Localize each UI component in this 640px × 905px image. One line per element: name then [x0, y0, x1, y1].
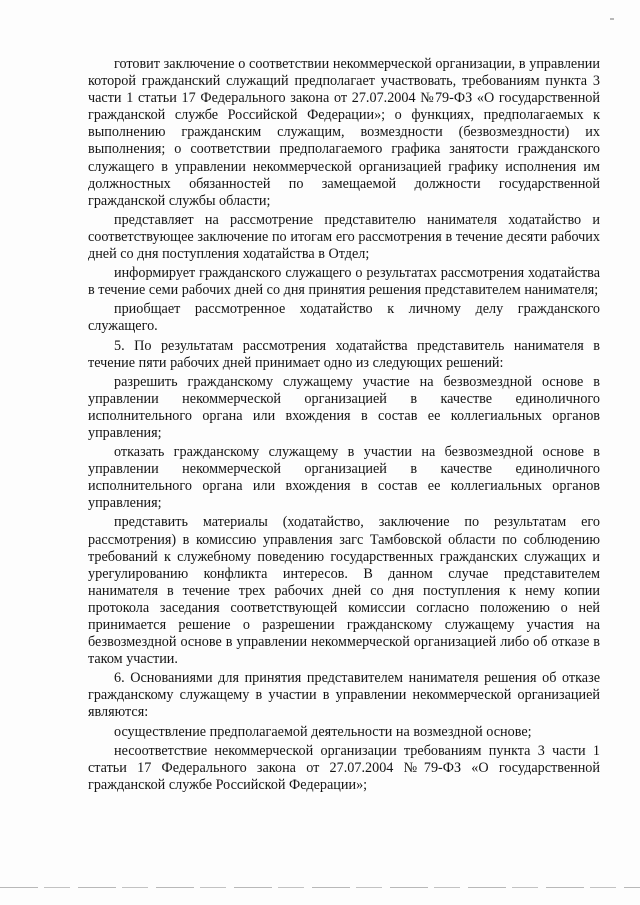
- paragraph-prepare-conclusion: готовит заключение о соответствии некоммерческой организации, в управлении которой гражданский служащий предполагает участвовать, требованиям пункта 3 части 1 статьи 17 Федерального закона от 27.07.2004 №79-ФЗ «О государственной гражданской службе Российской Федерации»; о функциях, предполагаемых к выполнению гражданским служащим, возмездности (безвозмездности) их выполнения; о соответствии предполагаемого графика занятости гражданского служащего в управлении некоммерческой организацией графику исполнения им должностных обязанностей по замещаемой должности государственной гражданской службы области;: [88, 56, 600, 209]
- paragraph-decision-permit: разрешить гражданскому служащему участие на безвозмездной основе в управлении некоммерческой организацией в качестве единоличного исполнительного органа или вхождения в состав ее коллегиальных органов управления;: [88, 373, 600, 441]
- scan-edge-line: [0, 887, 640, 888]
- paragraph-attach-to-file: приобщает рассмотренное ходатайство к личному делу гражданского служащего.: [88, 301, 600, 335]
- scan-artifact: [610, 18, 614, 20]
- paragraph-decision-commission: представить материалы (ходатайство, заключение по результатам его рассмотрения) в комиссию управления загс Тамбовской области по соблюдению требований к служебному поведению государственных гражданских служащих и урегулированию конфликта интересов. В данном случае представителем нанимателя в течение трех рабочих дней со дня поступления к нему копии протокола заседания соответствующей комиссии согласно положению о ней принимается решение о разрешении гражданскому служащему участия на безвозмездной основе в управлении некоммерческой организацией либо об отказе в таком участии.: [88, 514, 600, 668]
- paragraph-section-5: 5. По результатам рассмотрения ходатайства представитель нанимателя в течение пяти рабочих дней принимает одно из следующих решений:: [88, 337, 600, 371]
- paragraph-submit-petition: представляет на рассмотрение представителю нанимателя ходатайство и соответствующее заключение по итогам его рассмотрения в течение десяти рабочих дней со дня поступления ходатайства в Отдел;: [88, 211, 600, 263]
- paragraph-ground-nonconformity: несоответствие некоммерческой организации требованиям пункта 3 части 1 статьи 17 Федерального закона от 27.07.2004 №79-ФЗ «О государственной гражданской службе Российской Федерации»;: [88, 742, 600, 793]
- paragraph-ground-paid-basis: осуществление предполагаемой деятельности на возмездной основе;: [114, 723, 532, 740]
- document-body: [88, 56, 600, 796]
- paragraph-decision-refuse: отказать гражданскому служащему в участии на безвозмездной основе в управлении некоммерческой организацией в качестве единоличного исполнительного органа или вхождения в состав ее коллегиальных органов управления;: [88, 444, 600, 512]
- paragraph-inform-employee: информирует гражданского служащего о результатах рассмотрения ходатайства в течение семи рабочих дней со дня принятия решения представителем нанимателя;: [88, 265, 600, 299]
- paragraph-section-6: 6. Основаниями для принятия представителем нанимателя решения об отказе гражданскому служащему в участии в управлении некоммерческой организацией являются:: [88, 670, 600, 721]
